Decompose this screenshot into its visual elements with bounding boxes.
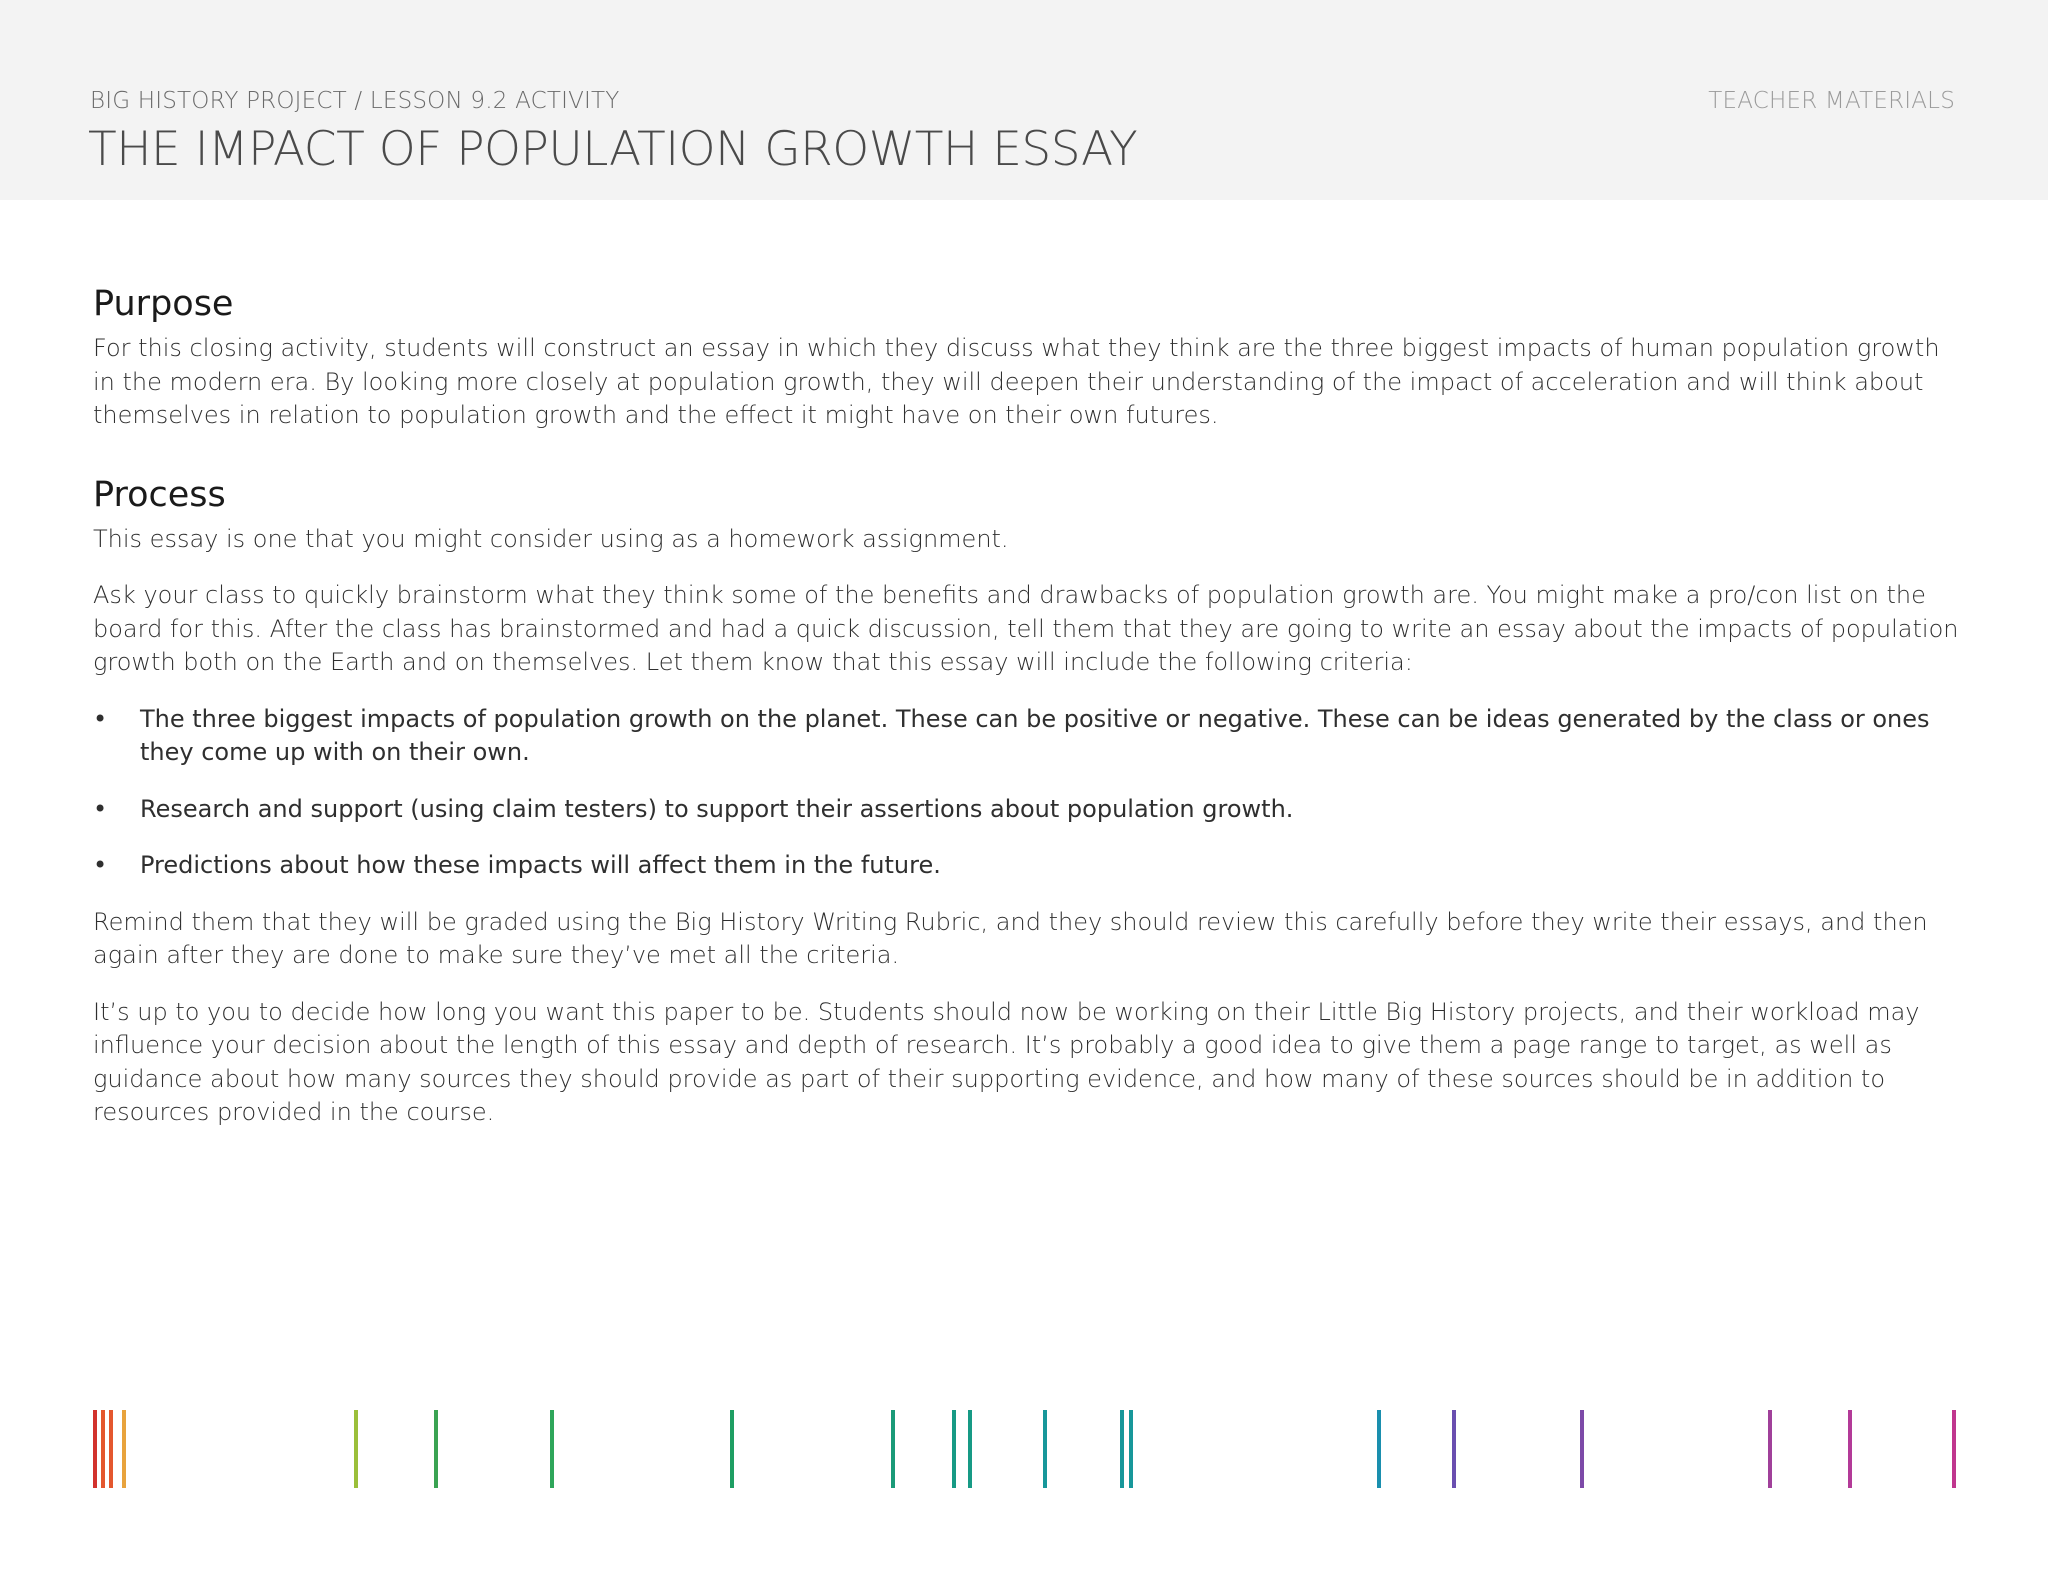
document-header [0,0,2048,200]
timeline-tick [550,1410,554,1488]
timeline-tick [1580,1410,1584,1488]
process-paragraph-4: It’s up to you to decide how long you want this paper to be. Students should now be working on their Little Big History projects, and their workload may influence your decision about the length of this essay and depth of research. It’s probably a good idea to give them a page range to target, as well as guidance about how many sources they should provide as part of their supporting evidence, and how many of these sources should be in addition to resources provided in the course. [93,997,1920,1126]
criteria-item [93,703,1963,770]
timeline-tick [354,1410,358,1488]
timeline-tick [109,1410,113,1488]
criteria-text: Research and support (using claim testers) to support their assertions about population growth. [140,794,1294,823]
criteria-item [93,849,1963,883]
timeline-tick [891,1410,895,1488]
audience-label: TEACHER MATERIALS [1708,88,1955,114]
timeline-tick [1120,1410,1124,1488]
purpose-text: For this closing activity, students will construct an essay in which they discuss what they think are the three biggest impacts of human population growth in the modern era. By looking more closely at population growth, they will deepen their understanding of the impact of acceleration and will think about themselves in relation to population growth and the effect it might have on their own futures. [93,334,1940,429]
timeline-tick [101,1410,105,1488]
criteria-item [93,793,1963,827]
bullet-icon: • [93,704,108,733]
timeline-tick [1129,1410,1133,1488]
process-paragraph-1: This essay is one that you might consider using as a homework assignment. [93,524,1009,553]
timeline-tick [93,1410,97,1488]
timeline-tick [1952,1410,1956,1488]
bullet-icon: • [93,794,108,823]
series-label: BIG HISTORY PROJECT / LESSON 9.2 ACTIVITY [90,88,620,114]
timeline-tick [1768,1410,1772,1488]
document-body [93,282,1963,1130]
timeline-tick [730,1410,734,1488]
timeline-tick [1043,1410,1047,1488]
timeline-stripe-decoration [0,1410,2048,1490]
criteria-text: Predictions about how these impacts will affect them in the future. [140,851,941,879]
page-title: THE IMPACT OF POPULATION GROWTH ESSAY [88,122,1138,177]
bullet-icon: • [93,851,108,879]
timeline-tick [952,1410,956,1488]
timeline-tick [968,1410,972,1488]
timeline-tick [1848,1410,1852,1488]
purpose-heading: Purpose [93,284,234,324]
process-heading: Process [93,474,226,515]
process-paragraph-3: Remind them that they will be graded using the Big History Writing Rubric, and they should review this carefully before they write their essays, and then again after they are done to make sure they’ve met all the criteria. [93,907,1928,969]
timeline-tick [1452,1410,1456,1488]
criteria-text: The three biggest impacts of population growth on the planet. These can be positive or negative. These can be ideas generated by the class or ones they come up with on their own. [140,704,1930,766]
criteria-list [93,703,1963,883]
timeline-tick [122,1410,126,1488]
timeline-tick [1377,1410,1381,1488]
timeline-tick [434,1410,438,1488]
process-paragraph-2: Ask your class to quickly brainstorm what they think some of the benefits and drawbacks of population growth are. You might make a pro/con list on the board for this. After the class has brainstormed and had a quick discussion, tell them that they are going to write an essay about the impacts of population growth both on the Earth and on themselves. Let them know that this essay will include the following criteria: [93,581,1959,676]
